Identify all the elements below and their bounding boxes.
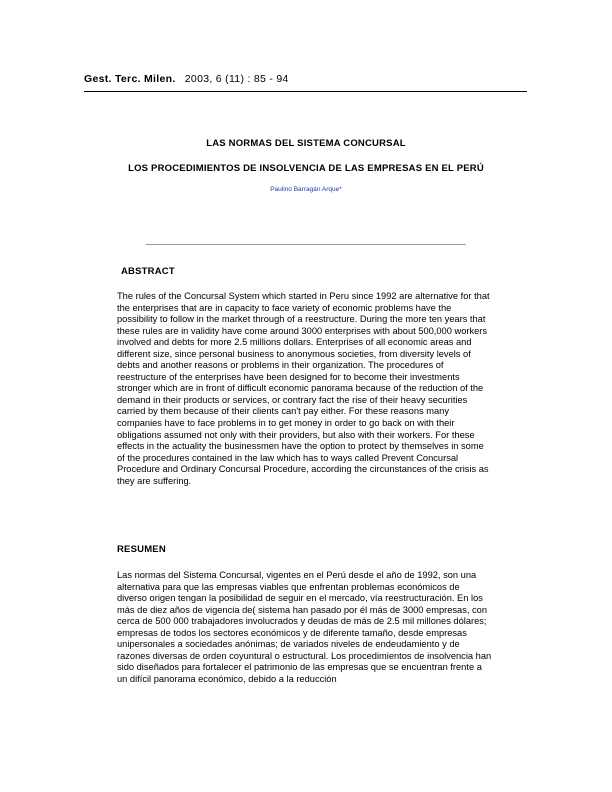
resumen-text: Las normas del Sistema Concursal, vigentes en el Perú desde el año de 1992, son una alternativa para que las empresas viables que enfrentan problemas económicos de diverso origen tengan la posibilidad de seguir en el mercado, vía reestructuración. En los más de diez años de vigencia de( sistema han pasado por él más de 3000 empresas, con cerca de 500 000 trabajadores involucrados y deudas de más de 2.5 mil millones dólares; empresas de todos los sectores económicos y de diferente tamaño, desde empresas unipersonales a sociedades anónimas; de variados niveles de endeudamiento y de razones diversas de orden coyuntural o estructural. Los procedimientos de insolvencia han sido diseñados para fortalecer el patrimonio de las empresas que se encuentran frente a un difícil panorama económico, debido a la reducción — [117, 570, 492, 684]
resumen-heading: RESUMEN — [117, 544, 166, 555]
journal-name: Gest. Terc. Milen. — [84, 73, 176, 85]
journal-citation: 2003, 6 (11) : 85 - 94 — [184, 73, 289, 85]
abstract-heading: ABSTRACT — [121, 266, 175, 277]
abstract-text: The rules of the Concursal System which started in Peru since 1992 are alternative for that the enterprises that are in capacity to face variety of economic problems have the possibility to follow in the market through of a reestructure. During the more ten years that these rules are in validity have come around 3000 enterprises with about 500,000 workers involved and debts for more 2.5 millions dollars. Enterprises of all economic areas and different size, since personal business to anonymous societies, from diversity levels of debts and another reasons or problems in their organization. The procedures of reestructure of the enterprises have been designed for to become their investments stronger which are in front of difficult economic panorama because of the reduction of the demand in their products or services, or contrary fact the rise of their heavy securities carried by them because of their clients can't pay either. For these reasons many companies have to face problems in to get money in order to go back on with their obligations assumed not only with their providers, but also with their workers. For these effects in the actuality the businessmen have the option to protect by themselves in some of the procedures contained in the law which has to ways called Prevent Concursal Procedure and Ordinary Concursal Procedure, according the circunstances of the crisis as they are suffering. — [117, 291, 490, 486]
paper-subtitle: LOS PROCEDIMIENTOS DE INSOLVENCIA DE LAS EMPRESAS EN EL PERÚ — [128, 163, 484, 174]
header-divider — [84, 91, 527, 92]
paper-title: LAS NORMAS DEL SISTEMA CONCURSAL — [206, 138, 406, 149]
title-divider — [146, 244, 466, 245]
journal-header — [84, 73, 289, 85]
author-link[interactable]: Paulino Barragán Arque* — [270, 186, 342, 193]
